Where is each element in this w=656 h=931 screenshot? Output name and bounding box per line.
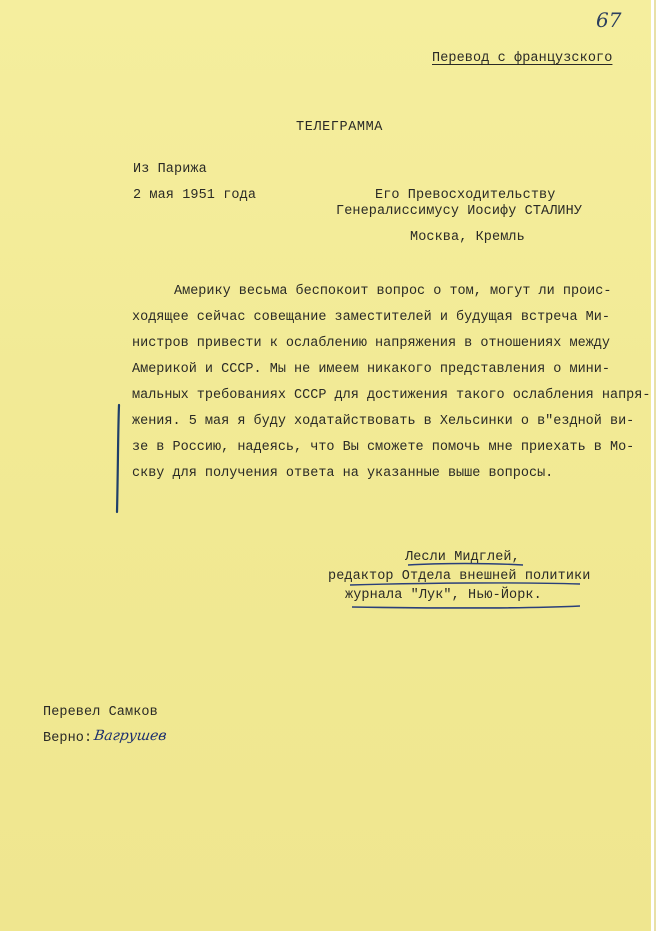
signature-publication: журнала "Лук", Нью-Йорк.	[345, 588, 542, 603]
certifier-signature: Вагрушев	[92, 728, 168, 744]
origin-city: Из Парижа	[133, 162, 207, 177]
translation-note: Перевод с французского	[432, 51, 613, 66]
signature-name: Лесли Мидглей,	[405, 550, 520, 565]
body-line: Америку весьма беспокоит вопрос о том, могут ли проис-	[174, 284, 612, 299]
origin-date: 2 мая 1951 года	[133, 188, 257, 203]
body-line: скву для получения ответа на указанные выше вопросы.	[132, 466, 554, 481]
addressee-line-1: Его Превосходительству	[375, 188, 556, 203]
signature-position: редактор Отдела внешней политики	[328, 569, 591, 584]
addressee-line-3: Москва, Кремль	[410, 230, 525, 245]
translator-line: Перевел Самков	[43, 705, 158, 720]
body-line: мальных требованиях СССР для достижения такого ослабления напря-	[132, 388, 651, 403]
margin-line	[117, 405, 119, 512]
signature-underline-3	[352, 606, 580, 608]
archive-page-number: 67	[596, 8, 622, 32]
body-line: жения. 5 мая я буду ходатайствовать в Хельсинки о в"ездной ви-	[132, 414, 635, 429]
body-line: ходящее сейчас совещание заместителей и будущая встреча Ми-	[132, 310, 610, 325]
certified-label: Верно:	[43, 731, 93, 746]
body-line: нистров привести к ослаблению напряжения в отношениях между	[132, 336, 610, 351]
addressee-line-2: Генералиссимусу Иосифу СТАЛИНУ	[336, 204, 583, 219]
body-line: зе в Россию, надеясь, что Вы сможете помочь мне приехать в Мо-	[132, 440, 635, 455]
body-line: Америкой и СССР. Мы не имеем никакого представления о мини-	[132, 362, 610, 377]
document-title: ТЕЛЕГРАММА	[296, 120, 384, 135]
